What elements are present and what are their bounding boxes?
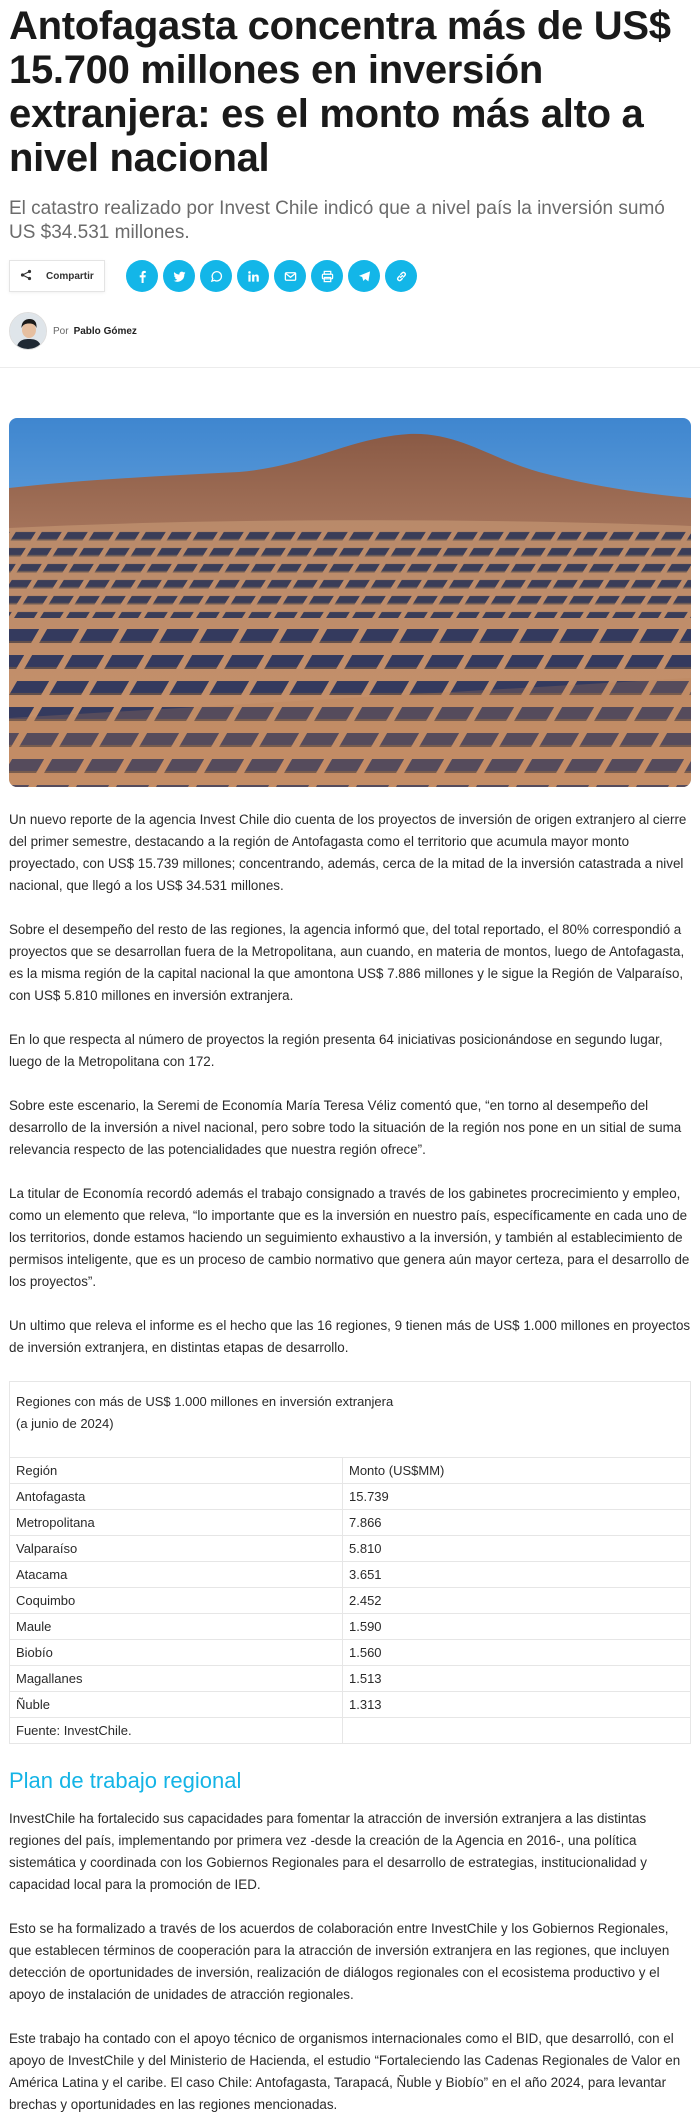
article-subtitle: El catastro realizado por Invest Chile indicó que a nivel país la inversión sumó US $34.531 millones. bbox=[9, 198, 665, 243]
article bbox=[0, 0, 700, 351]
share-button[interactable] bbox=[9, 260, 105, 292]
article-body bbox=[0, 418, 700, 2116]
table-cell-region: Magallanes bbox=[10, 1666, 343, 1692]
share-icon bbox=[20, 269, 32, 284]
table-cell-amount: 1.560 bbox=[343, 1640, 691, 1666]
table-cell-amount: 3.651 bbox=[343, 1562, 691, 1588]
table-caption-row bbox=[10, 1382, 691, 1458]
table-row bbox=[10, 1640, 691, 1666]
table-cell-amount: 7.866 bbox=[343, 1510, 691, 1536]
paragraph: InvestChile ha fortalecido sus capacidades para fomentar la atracción de inversión extranjera a las distintas regiones del país, implementando por primera vez -desde la creación de la Agencia en 2016-, una política sistemática y coordinada con los Gobiernos Regionales para el desarrollo de estrategias, institucionalidad y capacidad local para la promoción de IED. bbox=[9, 1811, 647, 1892]
table-source-empty bbox=[343, 1718, 691, 1744]
avatar[interactable] bbox=[9, 312, 47, 350]
share-icons bbox=[126, 260, 417, 292]
table-cell-region: Ñuble bbox=[10, 1692, 343, 1718]
facebook-icon[interactable] bbox=[126, 260, 158, 292]
paragraph: Un nuevo reporte de la agencia Invest Chile dio cuenta de los proyectos de inversión de origen extranjero al cierre del primer semestre, destacando a la región de Antofagasta como el territorio que acumula mayor monto proyectado, con US$ 15.739 millones; concentrando, además, cerca de la mitad de la inversión catastrada a nivel nacional, que llegó a los US$ 34.531 millones. bbox=[9, 812, 687, 893]
whatsapp-icon[interactable] bbox=[200, 260, 232, 292]
table-cell-amount: 1.590 bbox=[343, 1614, 691, 1640]
table-row bbox=[10, 1666, 691, 1692]
table-cell-region: Valparaíso bbox=[10, 1536, 343, 1562]
section-heading: Plan de trabajo regional bbox=[9, 1768, 242, 1793]
table-caption-date: (a junio de 2024) bbox=[16, 1416, 114, 1431]
paragraph: Un ultimo que releva el informe es el hecho que las 16 regiones, 9 tienen más de US$ 1.000 millones en proyectos de inversión extranjera, en distintas etapas de desarrollo. bbox=[9, 1318, 691, 1355]
table-header-region: Región bbox=[10, 1458, 343, 1484]
table-row bbox=[10, 1614, 691, 1640]
linkedin-icon[interactable] bbox=[237, 260, 269, 292]
table-cell-region: Atacama bbox=[10, 1562, 343, 1588]
author-name[interactable]: Pablo Gómez bbox=[73, 325, 137, 337]
email-icon[interactable] bbox=[274, 260, 306, 292]
share-label: Compartir bbox=[46, 270, 94, 282]
paragraph: Sobre el desempeño del resto de las regiones, la agencia informó que, del total reportado, el 80% correspondió a proyectos que se desarrollan fuera de la Metropolitana, aun cuando, en materia de montos, luego de Antofagasta, es la misma región de la capital nacional la que amontona US$ 7.886 millones y le sigue la Región de Valparaíso, con US$ 5.810 millones en inversión extranjera. bbox=[9, 922, 685, 1003]
table-header-row bbox=[10, 1458, 691, 1484]
table-cell-region: Antofagasta bbox=[10, 1484, 343, 1510]
divider bbox=[0, 367, 700, 368]
paragraph: Este trabajo ha contado con el apoyo técnico de organismos internacionales como el BID, que desarrolló, con el apoyo de InvestChile y del Ministerio de Hacienda, el estudio “Fortaleciendo las Cadenas Regionales de Valor en América Latina y el caribe. El caso Chile: Antofagasta, Tarapacá, Ñuble y Biobío” en el año 2024, para levantar brechas y oportunidades en las regiones mencionadas. bbox=[9, 2031, 681, 2112]
table-cell-amount: 15.739 bbox=[343, 1484, 691, 1510]
table-row bbox=[10, 1588, 691, 1614]
table-cell-region: Maule bbox=[10, 1614, 343, 1640]
telegram-icon[interactable] bbox=[348, 260, 380, 292]
table-row bbox=[10, 1510, 691, 1536]
investment-table bbox=[9, 1381, 691, 1744]
table-cell-region: Biobío bbox=[10, 1640, 343, 1666]
table-cell-amount: 2.452 bbox=[343, 1588, 691, 1614]
table-row bbox=[10, 1536, 691, 1562]
paragraph: Esto se ha formalizado a través de los acuerdos de colaboración entre InvestChile y los Gobiernos Regionales, que establecen términos de cooperación para la atracción de inversión extranjera en las regiones, que incluyen detección de oportunidades de inversión, realización de diálogos regionales con el ecosistema productivo y el apoyo de instalación de unidades de atracción regionales. bbox=[9, 1921, 670, 2002]
share-bar bbox=[9, 257, 691, 295]
author-byline bbox=[9, 311, 691, 351]
table-caption-title: Regiones con más de US$ 1.000 millones en inversión extranjera bbox=[16, 1394, 394, 1409]
table-header-amount: Monto (US$MM) bbox=[343, 1458, 691, 1484]
table-cell-amount: 1.313 bbox=[343, 1692, 691, 1718]
article-title: Antofagasta concentra más de US$ 15.700 millones en inversión extranjera: es el monto más alto a nivel nacional bbox=[9, 4, 671, 180]
paragraph: Sobre este escenario, la Seremi de Economía María Teresa Véliz comentó que, “en torno al desempeño del desarrollo de la inversión a nivel nacional, pero sobre todo la situación de la región nos pone en un sitial de suma relevancia respecto de las potencialidades que nuestra región ofrece”. bbox=[9, 1098, 682, 1157]
table-row bbox=[10, 1562, 691, 1588]
table-cell-amount: 1.513 bbox=[343, 1666, 691, 1692]
print-icon[interactable] bbox=[311, 260, 343, 292]
table-row bbox=[10, 1692, 691, 1718]
table-cell-region: Metropolitana bbox=[10, 1510, 343, 1536]
table-source-row bbox=[10, 1718, 691, 1744]
table-caption bbox=[10, 1382, 691, 1458]
twitter-icon[interactable] bbox=[163, 260, 195, 292]
link-icon[interactable] bbox=[385, 260, 417, 292]
paragraph: En lo que respecta al número de proyectos la región presenta 64 iniciativas posicionándose en segundo lugar, luego de la Metropolitana con 172. bbox=[9, 1032, 663, 1069]
author-prefix: Por bbox=[53, 325, 69, 337]
hero-image-solar-farm bbox=[9, 418, 691, 787]
table-source: Fuente: InvestChile. bbox=[10, 1718, 343, 1744]
table-row bbox=[10, 1484, 691, 1510]
paragraph: La titular de Economía recordó además el trabajo consignado a través de los gabinetes procrecimiento y empleo, como un elemento que releva, “lo importante que es la inversión en nuestro país, específicamente en cada uno de los territorios, donde estamos haciendo un seguimiento exhaustivo a la inversión, y también al establecimiento de permisos inteligente, que es un proceso de cambio normativo que genera aún mayor certeza, para el desarrollo de los proyectos”. bbox=[9, 1186, 690, 1289]
table-cell-region: Coquimbo bbox=[10, 1588, 343, 1614]
table-cell-amount: 5.810 bbox=[343, 1536, 691, 1562]
